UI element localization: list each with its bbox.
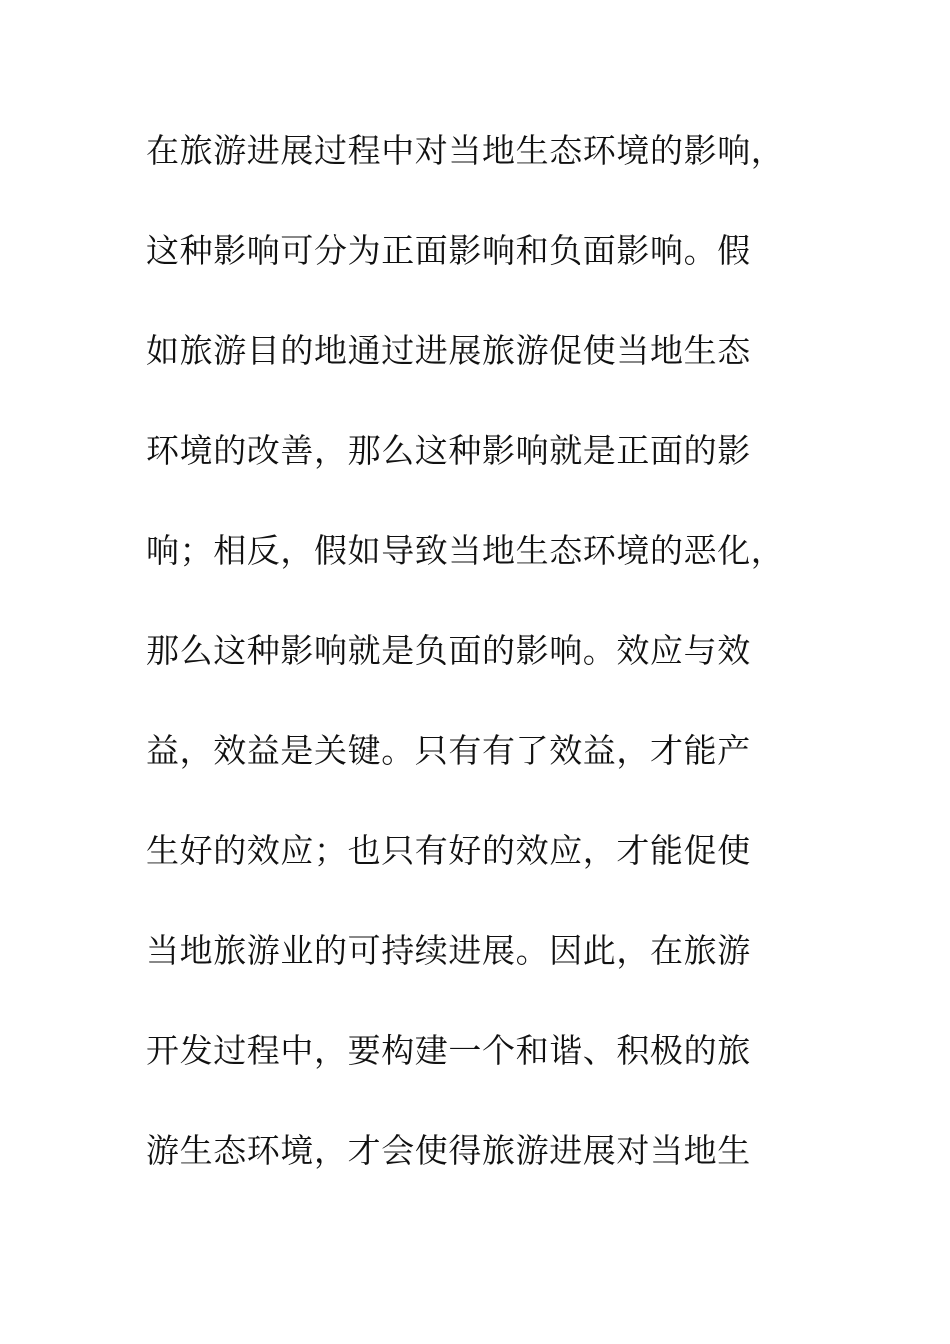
text-line: 响；相反，假如导致当地生态环境的恶化， bbox=[146, 531, 785, 570]
text-line: 如旅游目的地通过进展旅游促使当地生态 bbox=[146, 331, 751, 370]
text-line: 生好的效应；也只有好的效应，才能促使 bbox=[146, 831, 751, 870]
text-line: 开发过程中，要构建一个和谐、积极的旅 bbox=[146, 1031, 751, 1070]
text-line: 游生态环境，才会使得旅游进展对当地生 bbox=[146, 1131, 751, 1170]
body-paragraph bbox=[146, 120, 826, 1220]
text-line: 这种影响可分为正面影响和负面影响。假 bbox=[146, 231, 751, 270]
text-line: 当地旅游业的可持续进展。因此，在旅游 bbox=[146, 931, 751, 970]
text-line: 环境的改善，那么这种影响就是正面的影 bbox=[146, 431, 751, 470]
text-line: 那么这种影响就是负面的影响。效应与效 bbox=[146, 631, 751, 670]
text-line: 在旅游进展过程中对当地生态环境的影响， bbox=[146, 131, 785, 170]
text-line: 益，效益是关键。只有有了效益，才能产 bbox=[146, 731, 751, 770]
